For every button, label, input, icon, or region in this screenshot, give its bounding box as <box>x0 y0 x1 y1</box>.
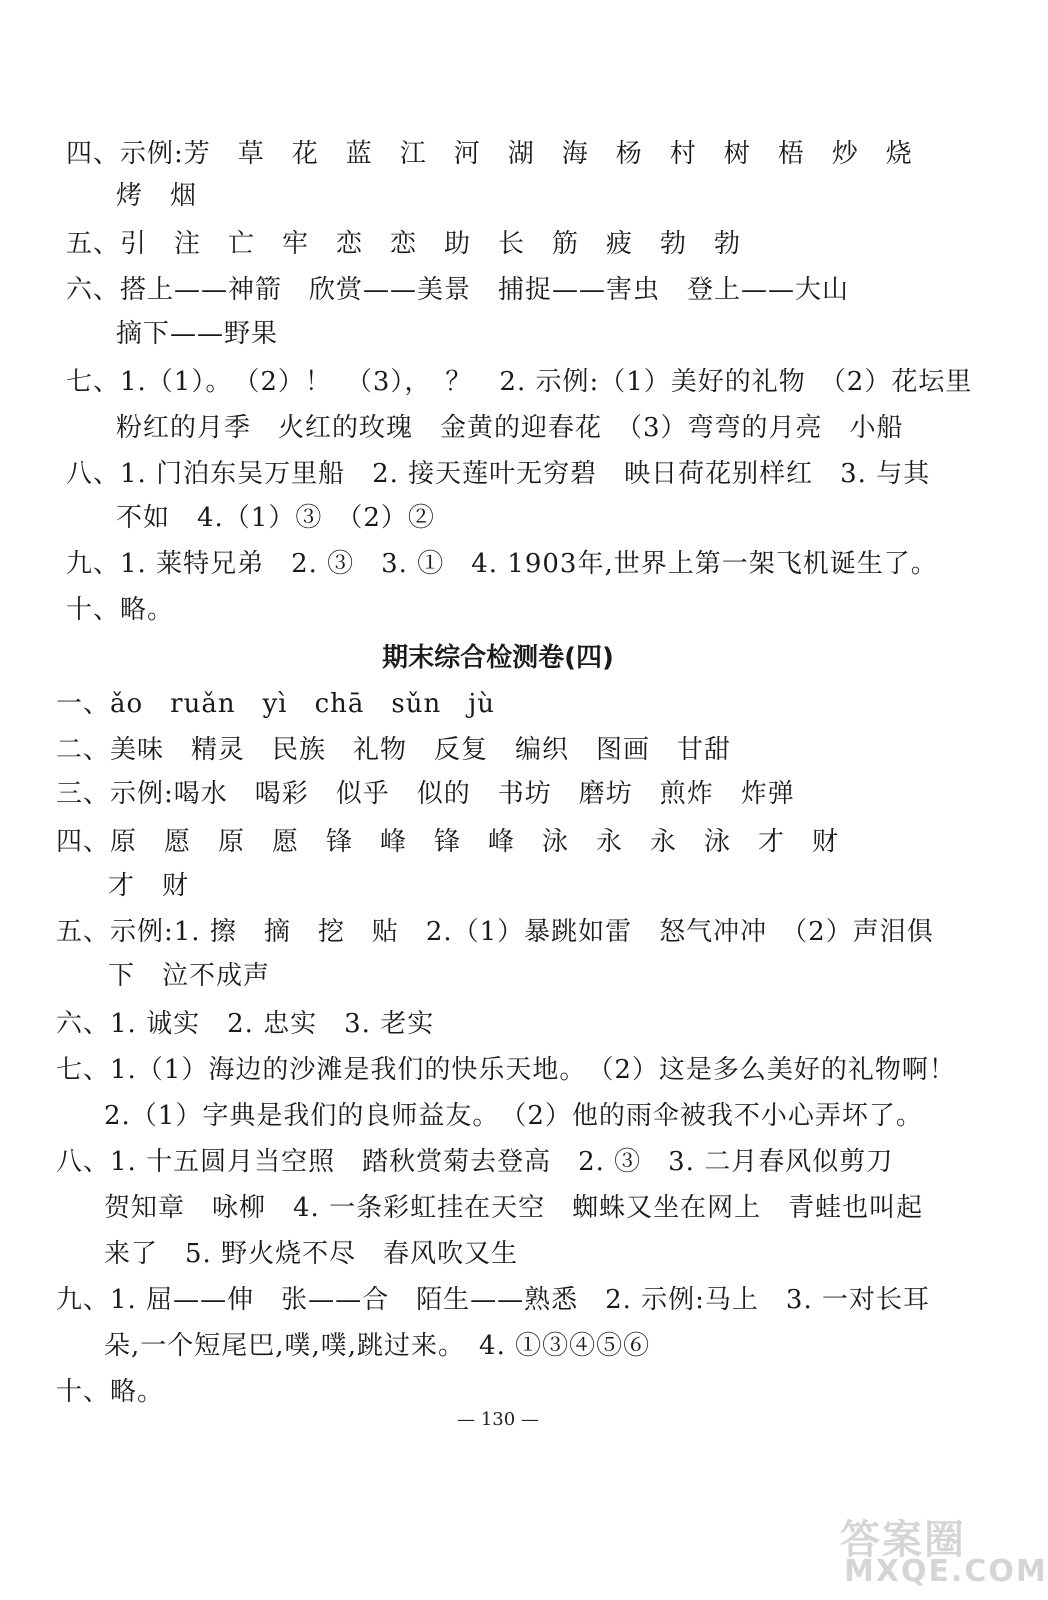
answer-line: 四、示例:芳 草 花 蓝 江 河 湖 海 杨 村 树 梧 炒 烧 <box>66 139 913 169</box>
watermark-url: MXQE.COM <box>844 1554 1048 1589</box>
answer-line: 下 泣不成声 <box>108 961 271 991</box>
answer-line: 八、1. 门泊东吴万里船 2. 接天莲叶无穷碧 映日荷花别样红 3. 与其 <box>66 459 931 489</box>
answer-line: 十、略。 <box>56 1377 165 1407</box>
answer-line: 贺知章 咏柳 4. 一条彩虹挂在天空 蜘蛛又坐在网上 青蛙也叫起 <box>104 1193 924 1223</box>
answer-line: 一、ǎo ruǎn yì chā sǔn jù <box>56 689 496 719</box>
answer-line: 烤 烟 <box>116 181 198 211</box>
answer-line: 七、1.（1）。 （2）！ （3）， ？ 2. 示例:（1）美好的礼物 （2）花坛里 <box>66 367 973 397</box>
answer-line: 六、1. 诚实 2. 忠实 3. 老实 <box>56 1009 435 1039</box>
answer-line: 2.（1）字典是我们的良师益友。 （2）他的雨伞被我不小心弄坏了。 <box>104 1101 923 1131</box>
answer-line: 才 财 <box>108 871 190 901</box>
answer-line: 十、略。 <box>66 595 175 625</box>
answer-line: 九、1. 屈——伸 张——合 陌生——熟悉 2. 示例:马上 3. 一对长耳 <box>56 1285 930 1315</box>
watermark-text: 答案圈 <box>840 1517 966 1563</box>
answer-line: 五、示例:1. 擦 摘 挖 贴 2.（1）暴跳如雷 怒气冲冲 （2）声泪俱 <box>56 917 934 947</box>
answer-line: 八、1. 十五圆月当空照 踏秋赏菊去登高 2. ③ 3. 二月春风似剪刀 <box>56 1147 894 1177</box>
answer-line: 二、美味 精灵 民族 礼物 反复 编织 图画 甘甜 <box>56 735 732 765</box>
answer-line: 四、原 愿 原 愿 锋 峰 锋 峰 泳 永 永 泳 才 财 <box>56 827 840 857</box>
answer-line: 摘下——野果 <box>116 319 279 349</box>
answer-line: 五、引 注 亡 牢 恋 恋 助 长 筋 疲 勃 勃 <box>66 229 742 259</box>
answer-line: 三、示例:喝水 喝彩 似乎 似的 书坊 磨坊 煎炸 炸弹 <box>56 779 795 809</box>
answer-line: 不如 4.（1）③ （2）② <box>116 503 435 533</box>
section-title: 期末综合检测卷(四) <box>382 643 614 673</box>
answer-line: 朵,一个短尾巴,噗,噗,跳过来。 4. ①③④⑤⑥ <box>104 1331 651 1361</box>
answer-line: 七、1.（1）海边的沙滩是我们的快乐天地。 （2）这是多么美好的礼物啊！ <box>56 1055 956 1085</box>
page-number: — 130 — <box>457 1409 539 1430</box>
watermark-logo <box>840 1508 1048 1590</box>
answer-line: 六、搭上——神箭 欣赏——美景 捕捉——害虫 登上——大山 <box>66 275 850 305</box>
answer-line: 九、1. 莱特兄弟 2. ③ 3. ① 4. 1903年,世界上第一架飞机诞生了。 <box>66 549 938 579</box>
answer-line: 粉红的月季 火红的玫瑰 金黄的迎春花 （3）弯弯的月亮 小船 <box>116 413 904 443</box>
answer-line: 来了 5. 野火烧不尽 春风吹又生 <box>104 1239 519 1269</box>
